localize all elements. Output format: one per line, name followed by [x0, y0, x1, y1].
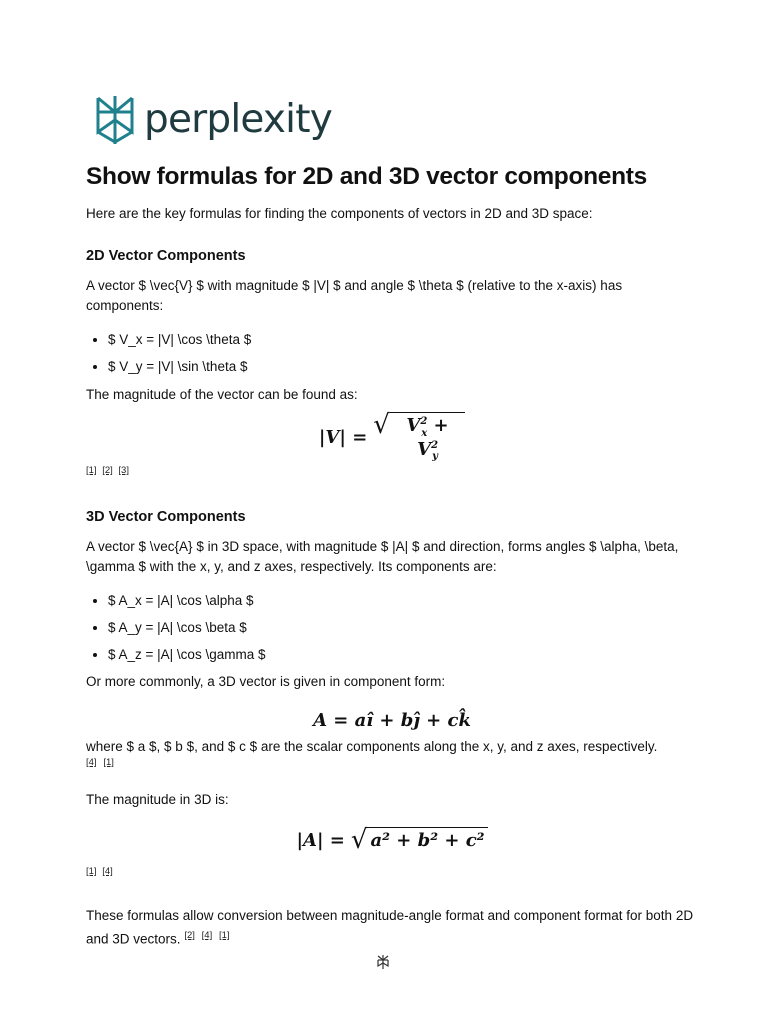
para-3d: A vector $ \vec{A} $ in 3D space, with magnitude $ |A| $ and direction, forms angles $ \alpha, \beta, \gamma $ with the x, y, and z axes, respectively. Its components are:: [86, 539, 679, 574]
brand-logo: [94, 94, 332, 146]
perplexity-footer-icon: [376, 954, 390, 970]
formula-2d-magnitude: [86, 409, 698, 463]
heading-2d: 2D Vector Components: [86, 248, 246, 264]
sqrt: √ a² + b² + c²: [351, 827, 488, 853]
list-item: • $ A_x = |A| \cos \alpha $: [108, 591, 698, 611]
citations-2d: [86, 465, 698, 477]
formula-lhs: |V| =: [318, 426, 368, 448]
magnitude-intro-3d: The magnitude in 3D is:: [86, 792, 229, 807]
citation-link[interactable]: [2]: [184, 930, 195, 941]
citation-link[interactable]: [4]: [102, 866, 113, 877]
brand-wordmark: perplexity: [144, 97, 332, 142]
page-title: Show formulas for 2D and 3D vector components: [86, 163, 647, 190]
magnitude-intro-2d: The magnitude of the vector can be found as:: [86, 387, 358, 402]
bullets-3d: [86, 591, 698, 665]
citation-link[interactable]: [4]: [86, 757, 97, 768]
citation-link[interactable]: [4]: [201, 930, 213, 941]
citation-link[interactable]: [3]: [118, 465, 129, 476]
sqrt: √ $V^2_x + V^2_y$: [373, 412, 465, 462]
list-item: • $ A_z = |A| \cos \gamma $: [108, 645, 698, 665]
para-2d: A vector $ \vec{V} $ with magnitude $ |V| $ and angle $ \theta $ (relative to the x-axis) has components:: [86, 278, 623, 313]
list-item: • $ A_y = |A| \cos \beta $: [108, 618, 698, 638]
citations-3d-magnitude: [86, 866, 698, 878]
citation-link[interactable]: [1]: [218, 930, 230, 941]
where-text: where $ a $, $ b $, and $ c $ are the scalar components along the x, y, and z axes, respectively. [4] [1]: [86, 739, 658, 768]
heading-3d: 3D Vector Components: [86, 509, 246, 525]
formula-3d-components: [86, 704, 698, 736]
bullets-2d: [86, 330, 698, 377]
conclusion-text: These formulas allow conversion between magnitude-angle format and component format for both 2D and 3D vectors. [2] [4] [1]: [86, 908, 694, 947]
list-item: • $ V_x = |V| \cos \theta $: [108, 330, 698, 350]
component-intro: Or more commonly, a 3D vector is given in component form:: [86, 674, 446, 689]
formula-3d-magnitude: [86, 822, 698, 858]
intro-text: Here are the key formulas for finding the components of vectors in 2D and 3D space:: [86, 206, 593, 221]
citation-link[interactable]: [1]: [103, 757, 114, 768]
citation-link[interactable]: [2]: [102, 465, 113, 476]
citation-link[interactable]: [1]: [86, 465, 97, 476]
formula-text: A = aî + bĵ + ck̂: [313, 709, 471, 731]
list-item: • $ V_y = |V| \sin \theta $: [108, 357, 698, 377]
formula-lhs: |A| =: [296, 829, 345, 851]
citation-link[interactable]: [1]: [86, 866, 97, 877]
answer-content: [86, 160, 698, 950]
perplexity-logo-icon: [94, 94, 136, 146]
